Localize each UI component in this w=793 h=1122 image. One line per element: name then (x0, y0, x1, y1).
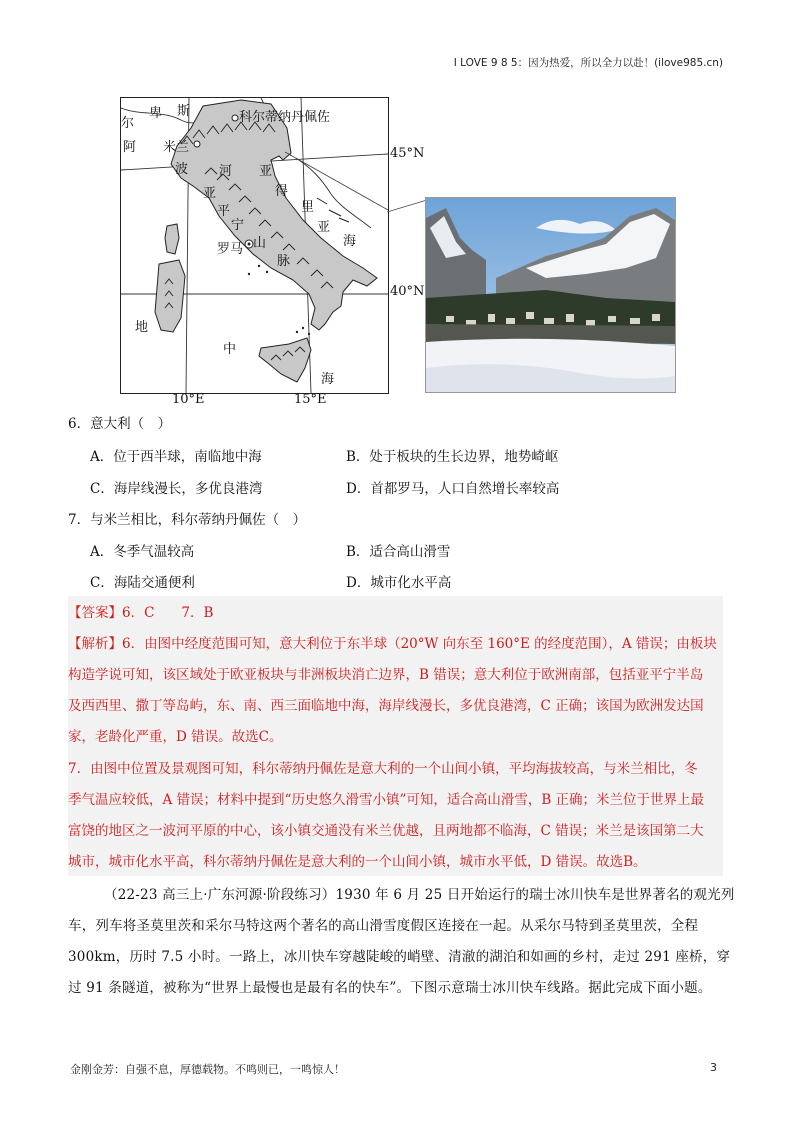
label-alps-er: 尔 (121, 116, 135, 131)
label-adr-hai: 海 (343, 234, 357, 249)
label-adr-ya2: 亚 (317, 220, 331, 235)
label-kornu: 科尔蒂纳丹佩佐 (239, 110, 331, 125)
label-lat-45: 45°N (390, 146, 425, 161)
q6-option-d: D．首都罗马，人口自然增长率较高 (346, 481, 560, 497)
label-lat-40: 40°N (390, 284, 425, 299)
label-alps-si: 斯 (177, 104, 191, 119)
analysis-line-2: 构造学说可知，该区域处于欧亚板块与非洲板块消亡边界，B 错误；意大利位于欧洲南部，包括亚平宁半岛 (68, 667, 704, 683)
q6-option-a: A．位于西半球，南临地中海 (90, 449, 262, 465)
analysis-line-4: 家，老龄化严重，D 错误。故选C。 (68, 729, 283, 745)
footer-motto: 金刚金芳：自强不息，厚德载物。不鸣则已，一鸣惊人！ (70, 1063, 345, 1076)
q7-option-d: D．城市化水平高 (346, 575, 452, 591)
page-number: 3 (710, 1061, 717, 1074)
q6-stem: 6．意大利（ ） (68, 416, 172, 432)
passage-line-1: （22-23 高三上·广东河源·阶段练习）1930 年 6 月 25 日开始运行的瑞士冰川快车是世界著名的观光列 (104, 887, 735, 903)
analysis-line-5: 7．由图中位置及景观图可知，科尔蒂纳丹佩佐是意大利的一个山间小镇，平均海拔较高，与米兰相比，冬 (68, 761, 698, 777)
callout-connector (387, 200, 427, 260)
q7-option-b: B．适合高山滑雪 (346, 544, 451, 560)
corsica-island (165, 224, 179, 254)
label-adr-de: 得 (275, 184, 289, 199)
analysis-line-3: 及西西里、撒丁等岛屿，东、南、西三面临地中海，海岸线漫长，多优良港湾，C 正确；该国为欧洲发达国 (68, 698, 704, 714)
kornu-city-marker (232, 115, 238, 121)
label-lon-10: 10°E (172, 392, 205, 407)
landscape-photo-svg (426, 198, 675, 392)
label-apen-ning: 宁 (231, 218, 245, 233)
label-po-bo: 波 (175, 162, 189, 177)
q7-option-c: C．海陆交通便利 (90, 575, 195, 591)
q6-option-c: C．海岸线漫长，多优良港湾 (90, 481, 263, 497)
analysis-line-1: 【解析】6．由图中经度范围可知，意大利位于东半球（20°W 向东至 160°E 的经度范围），A 错误；由板块 (68, 636, 717, 652)
cortina-landscape-photo (425, 197, 676, 393)
label-med-di: 地 (135, 320, 149, 335)
milan-city-marker (194, 141, 200, 147)
label-milan: 米兰 (163, 140, 190, 155)
label-apen-shan: 山 (253, 236, 267, 251)
page-header: I LOVE 9 8 5：因为热爱，所以全力以赴！(ilove985.cn) (453, 57, 723, 69)
passage-line-3: 300km，历时 7.5 小时。一路上，冰川快车穿越陡峻的峭壁、清澈的湖泊和如画的乡村，走过 291 座桥，穿 (68, 949, 731, 965)
q7-option-a: A．冬季气温较高 (90, 544, 195, 560)
q6-option-b: B．处于板块的生长边界，地势崎岖 (346, 449, 559, 465)
label-med-hai: 海 (321, 372, 335, 387)
answer-line: 【答案】6．C 7．B (68, 605, 214, 621)
analysis-line-8: 城市，城市化水平高，科尔蒂纳丹佩佐是意大利的一个山间小镇，城市水平低，D 错误。故选B。 (68, 854, 647, 870)
label-adr-li: 里 (301, 200, 315, 215)
label-po-he: 河 (219, 164, 233, 179)
label-rome: 罗马 (217, 242, 244, 257)
analysis-line-6: 季气温应较低，A 错误；材料中提到“历史悠久滑雪小镇”可知，适合高山滑雪，B 正确；米兰位于世界上最 (68, 792, 705, 808)
label-alps-a: 阿 (123, 140, 137, 155)
q7-stem: 7．与米兰相比，科尔蒂纳丹佩佐（ ） (68, 512, 307, 528)
coast-line (296, 158, 371, 228)
passage-line-4: 过 91 条隧道，被称为“世界上最慢也是最有名的快车”。下图示意瑞士冰川快车线路。据此完成下面小题。 (68, 980, 712, 996)
analysis-line-7: 富饶的地区之一波河平原的中心，该小镇交通没有米兰优越，且两地都不临海，C 错误；米兰是该国第二大 (68, 823, 704, 839)
rome-capital-marker-dot (248, 243, 251, 246)
label-med-zhong: 中 (223, 342, 237, 357)
label-adr-ya: 亚 (259, 164, 273, 179)
label-apen-ping: 平 (217, 204, 231, 219)
label-apen-ya: 亚 (203, 186, 217, 201)
sicily-island (259, 338, 311, 382)
passage-line-2: 车，列车将圣莫里茨和采尔马特这两个著名的高山滑雪度假区连接在一起。从采尔马特到圣莫里茨，全程 (68, 918, 699, 934)
label-lon-15: 15°E (294, 392, 327, 407)
label-apen-mai: 脉 (277, 254, 291, 269)
italy-map (120, 97, 389, 394)
sardinia-island (155, 260, 185, 332)
label-alps-bei: 卑 (149, 106, 163, 121)
